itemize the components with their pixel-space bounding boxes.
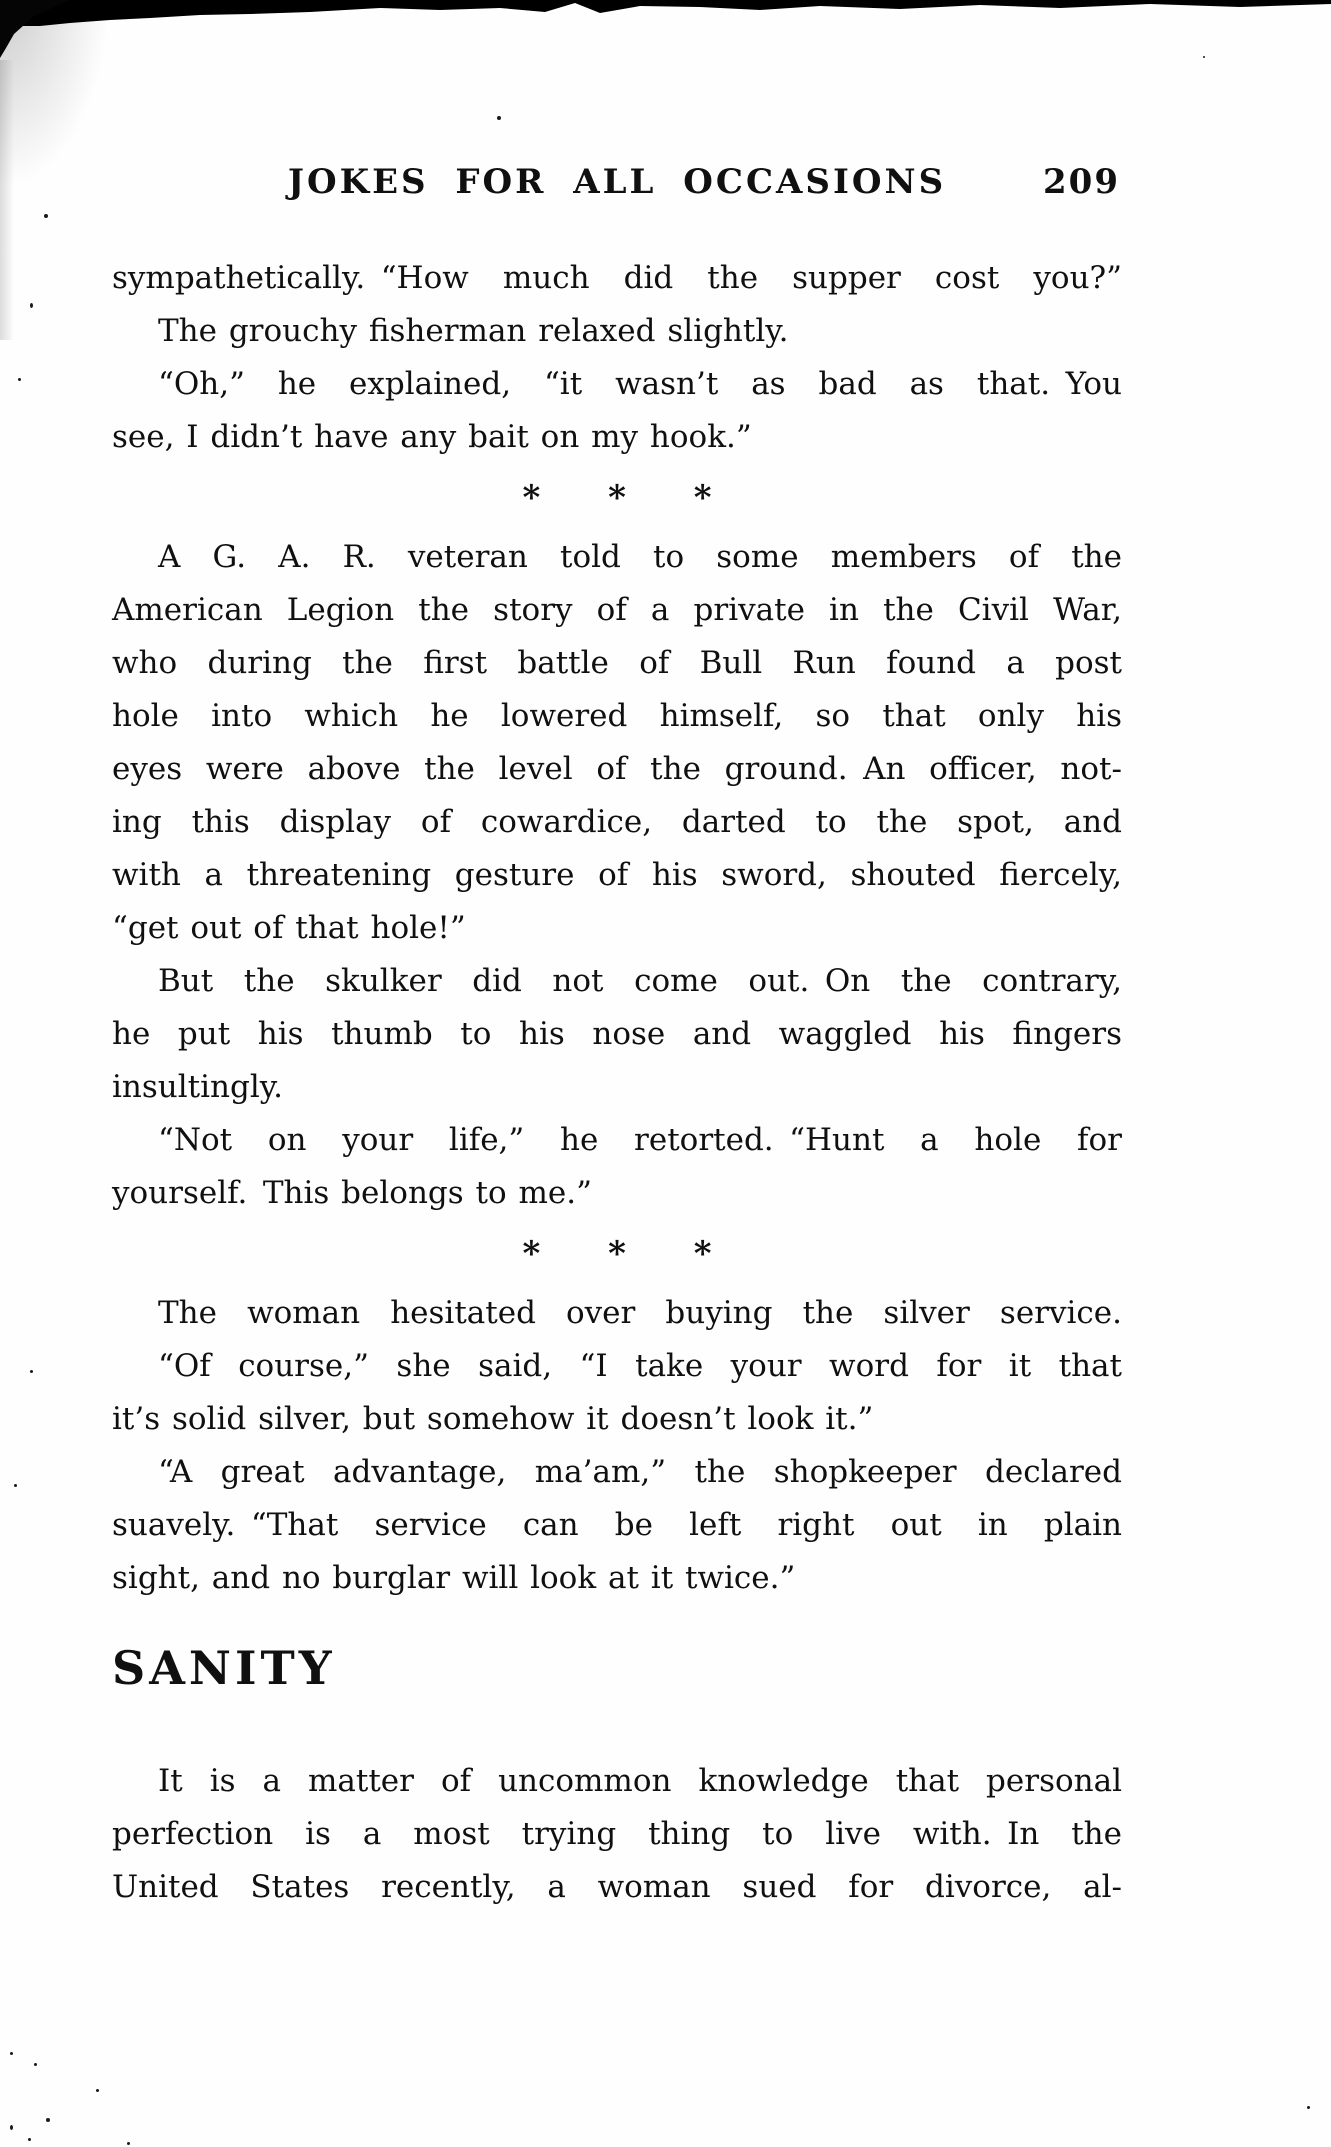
text-line: perfection is a most trying thing to live with. In the [112,1816,1122,1852]
scan-speck [127,2142,130,2145]
scan-speck [46,2118,50,2122]
text-line: A G. A. R. veteran told to some members of the [158,539,1122,575]
asterisk-separator: * * * [522,1234,712,1274]
section-heading: SANITY [112,1641,336,1695]
text-column [112,252,1122,1914]
text-line: sympathetically. “How much did the supper cost you?” [112,260,1122,296]
text-line: eyes were above the level of the ground. An officer, not- [112,751,1122,787]
text-line: hole into which he lowered himself, so that only his [112,698,1122,734]
header-title: JOKES FOR ALL OCCASIONS [287,162,947,202]
page-number: 209 [1043,162,1120,202]
scan-speck [34,2063,37,2066]
scan-speck [1203,56,1205,58]
scan-speck [18,378,21,381]
text-line: he put his thumb to his nose and waggled his fingers [112,1016,1122,1052]
text-line: “get out of that hole!” [112,910,466,946]
text-line: sight, and no burglar will look at it twice.” [112,1560,796,1596]
scan-speck [30,303,33,308]
text-line: insultingly. [112,1069,284,1105]
scan-artifact-top-edge [0,0,1331,26]
text-line: who during the first battle of Bull Run found a post [112,645,1122,681]
text-line: The grouchy fisherman relaxed slightly. [158,313,789,349]
scan-speck [10,2125,13,2130]
text-line: see, I didn’t have any bait on my hook.” [112,419,752,455]
text-line: American Legion the story of a private in the Civil War, [112,592,1122,628]
scan-artifact-left-edge [0,60,14,340]
scan-speck [10,2052,13,2055]
text-line: ing this display of cowardice, darted to the spot, and [112,804,1122,840]
text-line: “Not on your life,” he retorted. “Hunt a hole for [158,1122,1122,1158]
text-line: But the skulker did not come out. On the contrary, [158,963,1122,999]
page-header [112,160,1122,204]
text-line: yourself. This belongs to me.” [112,1175,592,1211]
scan-speck [28,2138,31,2141]
scan-speck [1307,2106,1310,2109]
text-line: It is a matter of uncommon knowledge that personal [158,1763,1122,1799]
text-line: it’s solid silver, but somehow it doesn’t look it.” [112,1401,874,1437]
text-line: “A great advantage, ma’am,” the shopkeeper declared [158,1454,1122,1490]
scan-speck [96,2089,99,2092]
scan-speck [44,214,48,218]
text-line: suavely. “That service can be left right out in plain [112,1507,1122,1543]
scan-speck [497,116,501,120]
text-line: “Oh,” he explained, “it wasn’t as bad as that. You [158,366,1122,402]
scan-speck [14,1484,17,1487]
text-line: United States recently, a woman sued for divorce, al- [112,1869,1122,1905]
scan-speck [30,1370,33,1373]
text-line: “Of course,” she said, “I take your word for it that [158,1348,1122,1384]
text-line: with a threatening gesture of his sword, shouted fiercely, [112,857,1122,893]
asterisk-separator: * * * [522,478,712,518]
text-line: The woman hesitated over buying the silver service. [158,1295,1122,1331]
